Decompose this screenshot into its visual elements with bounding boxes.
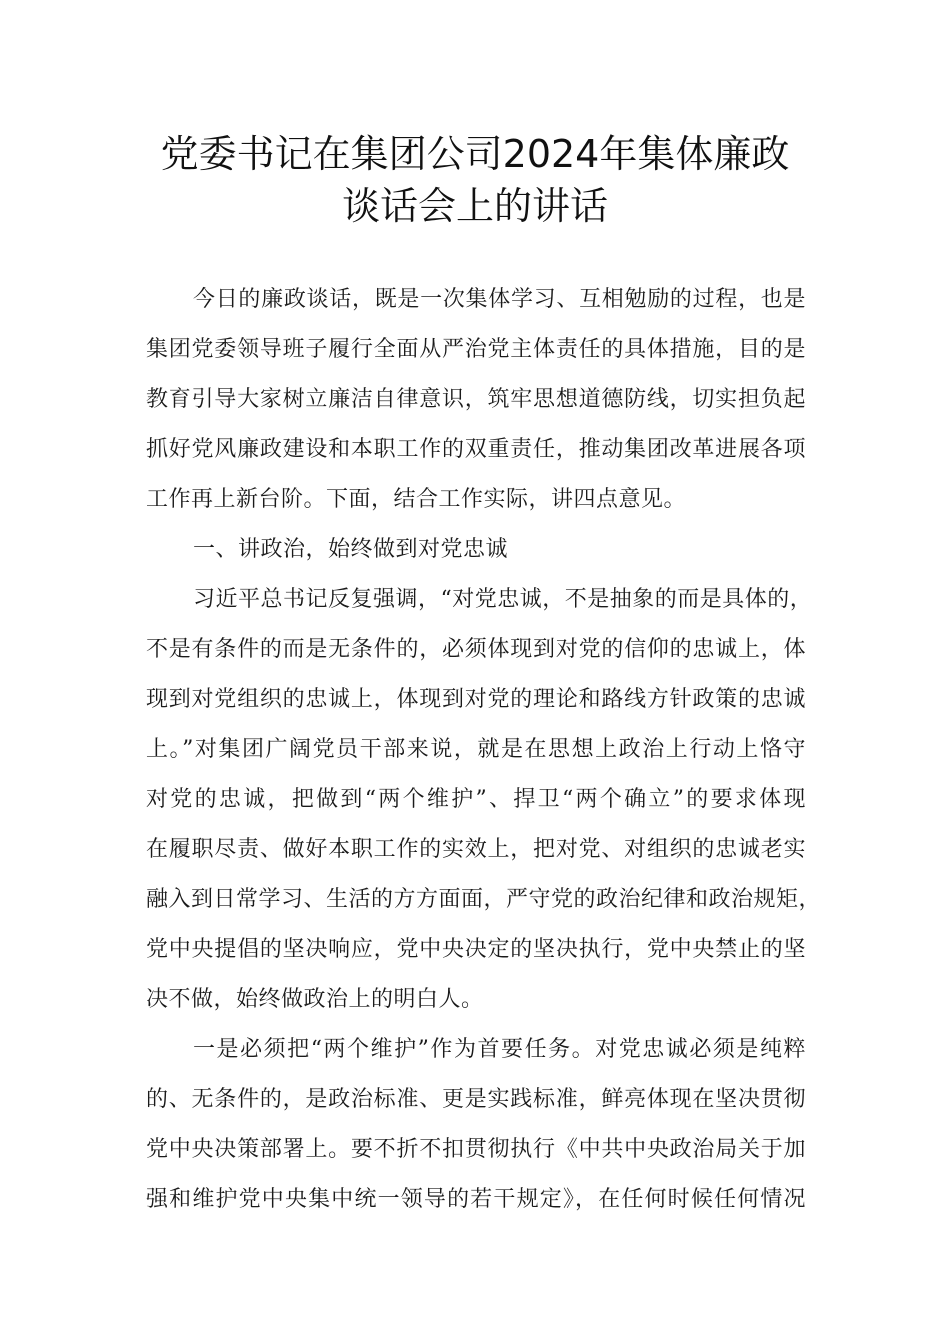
paragraph-3-line-2: 的、无条件的，是政治标准、更是实践标准，鲜亮体现在坚决贯彻 <box>146 1087 806 1112</box>
paragraph-2-line-4: 上。”对集团广阔党员干部来说，就是在思想上政治上行动上恪守 <box>146 737 806 762</box>
section-heading-1: 一、讲政治，始终做到对党忠诚 <box>193 537 509 562</box>
paragraph-3-line-3: 党中央决策部署上。要不折不扣贯彻执行《中共中央政治局关于加 <box>146 1137 806 1162</box>
paragraph-1-line-4: 抓好党风廉政建设和本职工作的双重责任，推动集团改革进展各项 <box>146 437 806 462</box>
paragraph-2-line-1: 习近平总书记反复强调，“对党忠诚，不是抽象的而是具体的， <box>193 587 813 612</box>
paragraph-3-line-1: 一是必须把“两个维护”作为首要任务。对党忠诚必须是纯粹 <box>193 1037 806 1062</box>
paragraph-2-line-2: 不是有条件的而是无条件的，必须体现到对党的信仰的忠诚上，体 <box>146 637 806 662</box>
paragraph-2-line-6: 在履职尽责、做好本职工作的实效上，把对党、对组织的忠诚老实 <box>146 837 806 862</box>
paragraph-1-line-1: 今日的廉政谈话，既是一次集体学习、互相勉励的过程，也是 <box>193 287 806 312</box>
paragraph-2-line-8: 党中央提倡的坚决响应，党中央决定的坚决执行，党中央禁止的坚 <box>146 937 806 962</box>
paragraph-1-line-5: 工作再上新台阶。下面，结合工作实际，讲四点意见。 <box>146 487 687 512</box>
paragraph-2-line-3: 现到对党组织的忠诚上，体现到对党的理论和路线方针政策的忠诚 <box>146 687 806 712</box>
paragraph-2-line-7: 融入到日常学习、生活的方方面面，严守党的政治纪律和政治规矩， <box>146 887 822 912</box>
paragraph-1-line-3: 教育引导大家树立廉洁自律意识，筑牢思想道德防线，切实担负起 <box>146 387 806 412</box>
document-title-line-2: 谈话会上的讲话 <box>341 184 608 228</box>
document-title-line-1: 党委书记在集团公司2024年集体廉政 <box>160 132 790 176</box>
paragraph-2-line-5: 对党的忠诚，把做到“两个维护”、捍卫“两个确立”的要求体现 <box>146 787 806 812</box>
paragraph-3-line-4: 强和维护党中央集中统一领导的若干规定》，在任何时候任何情况 <box>146 1187 806 1212</box>
paragraph-1-line-2: 集团党委领导班子履行全面从严治党主体责任的具体措施，目的是 <box>146 337 806 362</box>
paragraph-2-line-9: 决不做，始终做政治上的明白人。 <box>146 987 484 1012</box>
